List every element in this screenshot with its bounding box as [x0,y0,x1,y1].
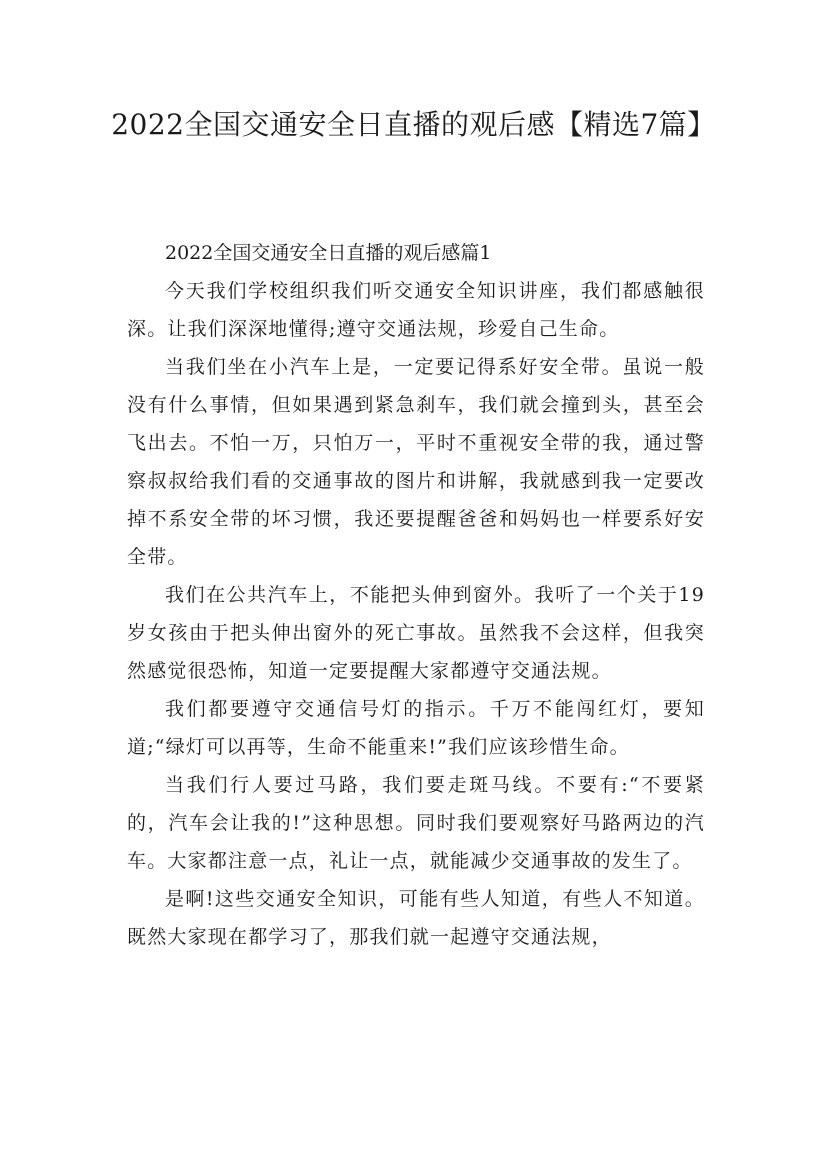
paragraph: 当我们行人要过马路，我们要走斑马线。不要有:“不要紧的，汽车会让我的!”这种思想。同时我们要观察好马路两边的汽车。大家都注意一点，礼让一点，就能减少交通事故的发生了。 [127,774,705,872]
paragraph: 是啊!这些交通安全知识，可能有些人知道，有些人不知道。既然大家现在都学习了，那我们就一起遵守交通法规， [127,888,705,948]
paragraph: 我们都要遵守交通信号灯的指示。千万不能闯红灯，要知道;“绿灯可以再等，生命不能重来!”我们应该珍惜生命。 [127,698,705,758]
document-title: 2022全国交通安全日直播的观后感【精选7篇】 [111,108,716,141]
document-body [127,234,705,956]
paragraph: 今天我们学校组织我们听交通安全知识讲座，我们都感触很深。让我们深深地懂得;遵守交通法规，珍爱自己生命。 [127,280,705,340]
paragraph: 我们在公共汽车上，不能把头伸到窗外。我听了一个关于19岁女孩由于把头伸出窗外的死亡事故。虽然我不会这样，但我突然感觉很恐怖，知道一定要提醒大家都遵守交通法规。 [127,584,705,682]
paragraph: 当我们坐在小汽车上是，一定要记得系好安全带。虽说一般没有什么事情，但如果遇到紧急刹车，我们就会撞到头，甚至会飞出去。不怕一万，只怕万一，平时不重视安全带的我，通过警察叔叔给我们看的交通事故的图片和讲解，我就感到我一定要改掉不系安全带的坏习惯，我还要提醒爸爸和妈妈也一样要系好安全带。 [127,356,705,568]
section-heading: 2022全国交通安全日直播的观后感篇1 [165,242,492,264]
